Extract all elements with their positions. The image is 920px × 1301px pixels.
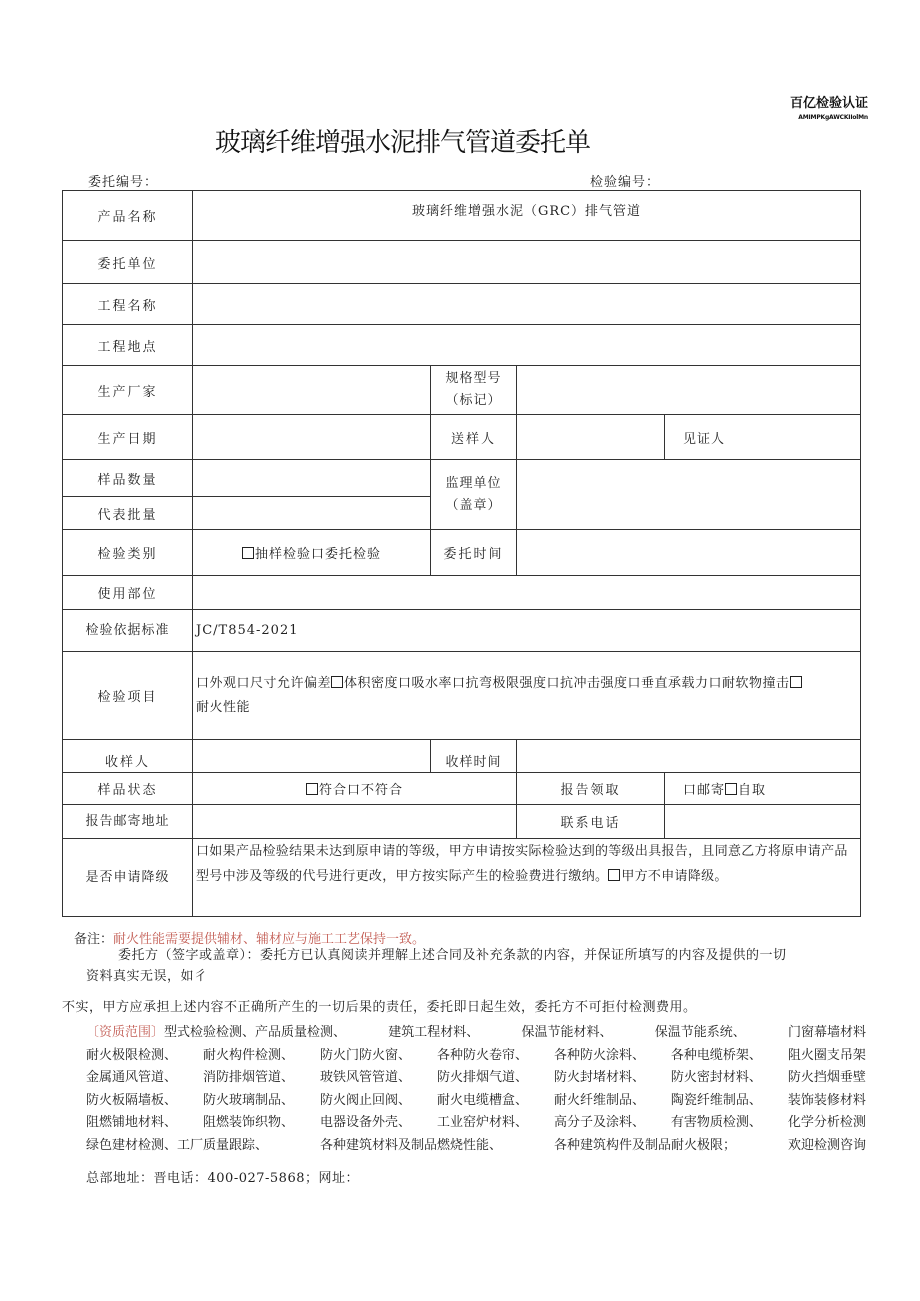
scope-row — [86, 1090, 866, 1113]
supervisor-label-line2: （盖章） — [445, 497, 502, 513]
scope-item: 有害物质检测、 — [670, 1115, 762, 1130]
conform-checkbox[interactable] — [306, 783, 318, 795]
project-name-label: 工程名称 — [63, 284, 193, 325]
scope-item: 防火密封材料、 — [670, 1070, 762, 1085]
no-downgrade-text[interactable]: 甲方不申请降级。 — [621, 869, 728, 884]
scope-item: 耐火电缆槽盒、 — [436, 1092, 528, 1108]
downgrade-label: 是否申请降级 — [63, 839, 193, 917]
scope-row — [86, 1067, 866, 1090]
client-field[interactable] — [193, 241, 861, 284]
sender-field[interactable] — [517, 415, 665, 460]
scope-item: 各种电缆桥架、 — [670, 1047, 762, 1063]
scope-item: 防火阀止回阀、 — [319, 1092, 411, 1108]
scope-row — [86, 1022, 866, 1045]
spec-label-line1: 规格型号 — [445, 371, 502, 386]
brand-logo — [740, 92, 868, 121]
report-pick-mail[interactable]: 口邮寄 — [683, 783, 726, 798]
remark-text: 耐火性能需要提供辅材、辅材应与施工工艺保持一致。 — [113, 932, 426, 947]
sample-state-value[interactable]: 符合口不符合 — [318, 783, 403, 798]
entrust-no-label: 委托编号： — [88, 175, 159, 190]
scope-label: 〔资质范围〕 — [86, 1025, 165, 1040]
scope-item: 防火门防火窗、 — [319, 1047, 411, 1063]
sampling-option-label: 抽样检验 — [254, 547, 311, 562]
scope-item: 保温节能材料、 — [521, 1025, 613, 1040]
prod-date-field[interactable] — [193, 415, 431, 460]
scope-item: 建筑工程材料、 — [388, 1025, 480, 1040]
downgrade-options — [193, 839, 861, 917]
items-options — [193, 652, 861, 740]
scope-item: 阻燃装饰织物、 — [202, 1115, 294, 1130]
use-part-label: 使用部位 — [63, 576, 193, 610]
scope-item: 耐火纤维制品、 — [553, 1092, 645, 1108]
scope-item: 工业窑炉材料、 — [436, 1115, 528, 1130]
statement-line3: 不实，甲方应承担上述内容不正确所产生的一切后果的责任，委托即日起生效，委托方不可拒付检测费用。 — [62, 1000, 697, 1015]
scope-item: 金属通风管道、 — [86, 1070, 178, 1085]
product-name-label: 产品名称 — [63, 191, 193, 241]
items-part2[interactable]: 体积密度口吸水率口抗弯极限强度口抗冲击强度口垂直承载力口耐软物撞击 — [344, 675, 790, 691]
scope-item: 保温节能系统、 — [654, 1025, 746, 1040]
scope-item: 电器设备外壳、 — [319, 1115, 411, 1130]
scope-item: 防火封堵材料、 — [553, 1070, 645, 1085]
sampling-checkbox[interactable] — [242, 547, 254, 559]
brand-subtitle: AMIMPKgAWCKIIolMn — [798, 114, 868, 121]
statement-line1: 委托方（签字或盖章）：委托方已认真阅读并理解上述合同及补充条款的内容，并保证所填写的内容及提供的一切 — [118, 948, 787, 963]
entrust-option-label[interactable]: 口委托检验 — [311, 547, 382, 562]
scope-item: 防火板隔墙板、 — [86, 1092, 178, 1108]
scope-item: 阻火圈支吊架 — [787, 1047, 866, 1063]
witness-label: 见证人 — [665, 415, 861, 460]
product-name-value: 玻璃纤维增强水泥（GRC）排气管道 — [193, 191, 861, 241]
receiver-field[interactable] — [193, 740, 431, 773]
scope-item: 各种建筑材料及制品燃烧性能、 — [319, 1137, 502, 1153]
project-site-label: 工程地点 — [63, 325, 193, 366]
scope-item: 消防排烟管道、 — [202, 1070, 294, 1085]
scope-item: 阻燃铺地材料、 — [86, 1115, 178, 1130]
qualification-scope — [86, 1022, 866, 1157]
project-name-field[interactable] — [193, 284, 861, 325]
sample-qty-label: 样品数量 — [63, 460, 193, 497]
scope-item: 型式检验检测、产品质量检测、 — [164, 1025, 347, 1040]
supervisor-label-line1: 监理单位 — [445, 475, 502, 491]
fire-checkbox[interactable] — [790, 676, 802, 688]
sample-state-label: 样品状态 — [63, 773, 193, 805]
scope-item: 耐火构件检测、 — [202, 1047, 294, 1063]
density-checkbox[interactable] — [331, 676, 343, 688]
brand-name: 百亿检验认证 — [789, 96, 868, 111]
scope-item: 装饰装修材料 — [787, 1092, 866, 1108]
sample-qty-field[interactable] — [193, 460, 431, 497]
page-title: 玻璃纤维增强水泥排气管道委托单 — [215, 128, 591, 158]
scope-row — [86, 1135, 866, 1158]
receiver-label: 收样人 — [63, 740, 193, 773]
items-part1[interactable]: 口外观口尺寸允许偏差 — [196, 675, 332, 691]
supervisor-field[interactable] — [517, 460, 861, 530]
contact-label: 联系电话 — [517, 805, 665, 839]
manufacturer-label: 生产厂家 — [63, 366, 193, 415]
sender-label: 送样人 — [431, 415, 517, 460]
scope-item: 门窗幕墙材料 — [787, 1025, 866, 1040]
spec-field[interactable] — [517, 366, 861, 415]
remark-label: 备注： — [74, 932, 114, 947]
items-part3[interactable]: 耐火性能 — [196, 699, 251, 715]
receive-time-field[interactable] — [517, 740, 861, 773]
scope-item: 各种防火卷帘、 — [436, 1047, 528, 1063]
scope-item: 各种防火涂料、 — [553, 1047, 645, 1063]
mail-addr-field[interactable] — [193, 805, 517, 839]
report-pick-options — [665, 773, 861, 805]
report-pick-label: 报告领取 — [517, 773, 665, 805]
scope-item: 化学分析检测 — [787, 1115, 866, 1130]
entrust-form-table — [62, 190, 861, 917]
prod-date-label: 生产日期 — [63, 415, 193, 460]
scope-item: 防火排烟气道、 — [436, 1070, 528, 1085]
spec-label — [431, 366, 517, 415]
scope-item: 绿色建材检测、工厂质量跟踪、 — [86, 1137, 269, 1153]
entrust-time-label: 委托时间 — [431, 530, 517, 576]
inspect-no-label: 检验编号： — [590, 175, 661, 190]
scope-row — [86, 1045, 866, 1068]
spec-label-line2: （标记） — [445, 393, 502, 408]
supervisor-label — [431, 460, 517, 530]
scope-item: 防火挡烟垂壁 — [787, 1070, 866, 1085]
inspect-type-options — [193, 530, 431, 576]
manufacturer-field[interactable] — [193, 366, 431, 415]
sample-state-options — [193, 773, 517, 805]
client-label: 委托单位 — [63, 241, 193, 284]
project-site-field[interactable] — [193, 325, 861, 366]
contact-field[interactable] — [665, 805, 861, 839]
statement-line2: 资料真实无误，如彳 — [86, 969, 208, 984]
scope-item: 陶瓷纤维制品、 — [670, 1092, 762, 1108]
scope-item: 耐火极限检测、 — [86, 1047, 178, 1063]
scope-item: 高分子及涂料、 — [553, 1115, 645, 1130]
self-pick-checkbox[interactable] — [725, 783, 737, 795]
receive-time-label: 收样时间 — [431, 740, 517, 773]
use-part-field[interactable] — [193, 576, 861, 610]
batch-field[interactable] — [193, 497, 431, 530]
scope-item: 防火玻璃制品、 — [202, 1092, 294, 1108]
mail-addr-label: 报告邮寄地址 — [63, 805, 193, 839]
scope-item: 欢迎检测咨询 — [787, 1137, 866, 1153]
standard-label: 检验依据标准 — [63, 610, 193, 652]
entrust-time-field[interactable] — [517, 530, 861, 576]
inspect-type-label: 检验类别 — [63, 530, 193, 576]
batch-label: 代表批量 — [63, 497, 193, 530]
scope-item: 各种建筑构件及制品耐火极限； — [553, 1137, 736, 1153]
footer-contact: 总部地址：晋电话：400-027-5868；网址： — [86, 1171, 359, 1186]
items-label: 检验项目 — [63, 652, 193, 740]
report-pick-self[interactable]: 自取 — [738, 783, 767, 798]
no-downgrade-checkbox[interactable] — [608, 869, 620, 881]
scope-row — [86, 1112, 866, 1135]
standard-value: JC/T854-2021 — [193, 610, 861, 652]
downgrade-text[interactable]: 口如果产品检验结果未达到原申请的等级，甲方申请按实际检验达到的等级出具报告，且同意乙方将原申请产品型号中涉及等级的代号进行更改，甲方按实际产生的检验费进行缴纳。 — [196, 844, 848, 884]
scope-item: 玻铁风管管道、 — [319, 1070, 411, 1085]
